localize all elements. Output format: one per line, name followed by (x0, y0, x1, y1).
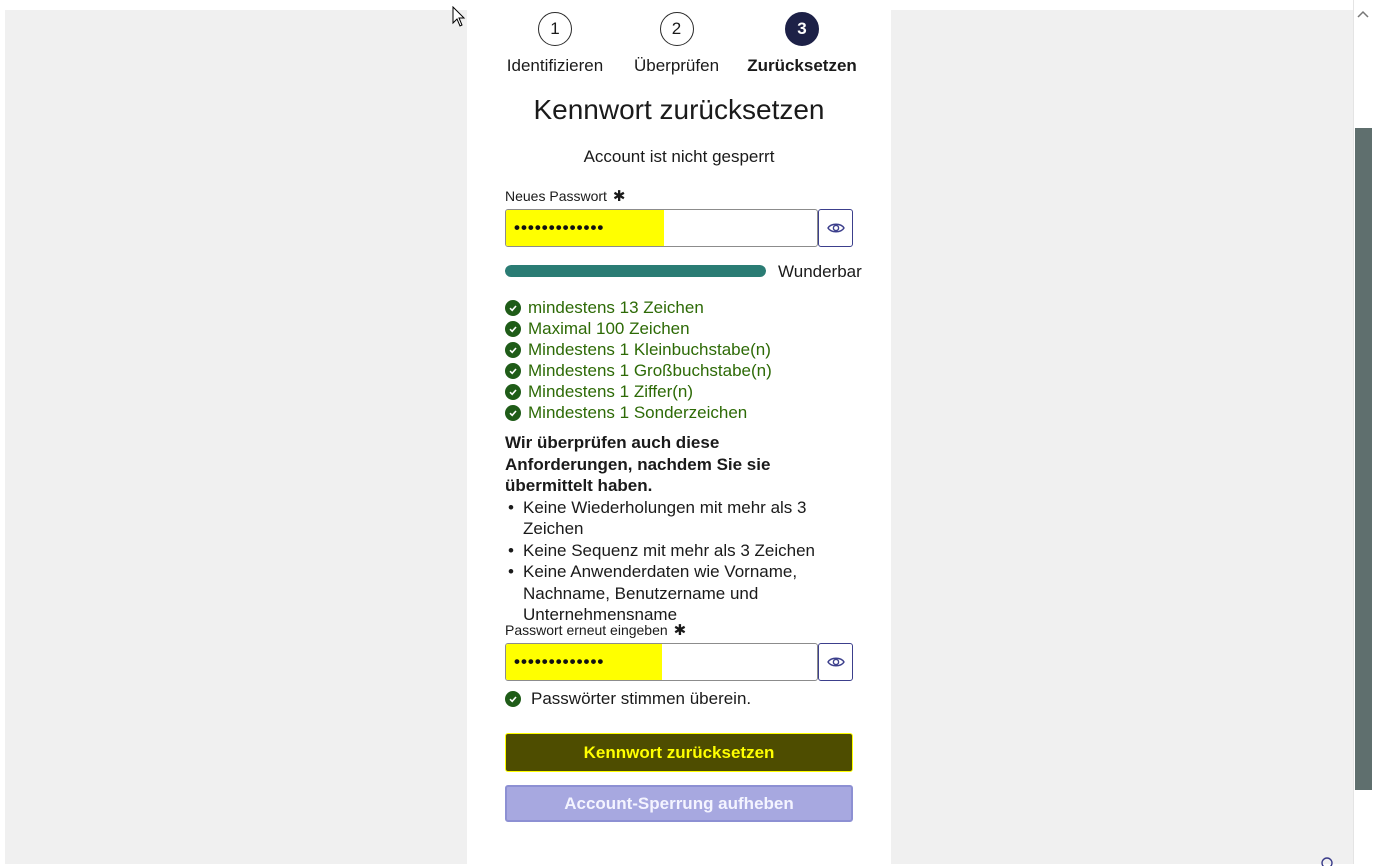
new-password-value: ••••••••••••• (514, 218, 605, 237)
requirement-text: Mindestens 1 Großbuchstabe(n) (528, 360, 772, 380)
right-background (891, 10, 1353, 864)
confirm-password-label (505, 621, 686, 639)
account-status: Account ist nicht gesperrt (583, 147, 775, 166)
mouse-cursor-icon (452, 6, 466, 33)
confirm-password-value: ••••••••••••• (514, 652, 605, 671)
reset-password-button[interactable]: Kennwort zurücksetzen (505, 733, 853, 772)
eye-icon (827, 656, 845, 668)
list-item (505, 360, 865, 381)
requirement-text: Maximal 100 Zeichen (528, 318, 690, 338)
scrollbar-thumb[interactable] (1355, 128, 1372, 790)
list-item (505, 381, 865, 402)
left-background (5, 10, 467, 864)
strength-label: Wunderbar (778, 262, 862, 281)
step-number: 3 (785, 12, 819, 46)
required-asterisk-icon: ✱ (612, 188, 626, 205)
check-circle-icon (505, 300, 521, 316)
requirement-text: Mindestens 1 Kleinbuchstabe(n) (528, 339, 771, 359)
step-label: Überprüfen (633, 56, 720, 75)
check-circle-icon (505, 342, 521, 358)
check-circle-icon (505, 691, 521, 707)
strength-fill (505, 265, 766, 277)
check-circle-icon (505, 384, 521, 400)
list-item: • Keine Anwenderdaten wie Vorname, Nachname, Benutzername und Unternehmensname (505, 561, 850, 626)
required-asterisk-icon: ✱ (673, 622, 687, 639)
list-item (505, 339, 865, 360)
match-text: Passwörter stimmen überein. (531, 689, 752, 708)
step-identify (500, 12, 610, 76)
requirement-text: Mindestens 1 Sonderzeichen (528, 402, 748, 422)
step-number: 2 (660, 12, 694, 46)
step-verify (625, 12, 728, 76)
check-circle-icon (505, 321, 521, 337)
show-new-password-button[interactable] (818, 209, 853, 247)
confirm-password-input[interactable] (505, 643, 818, 681)
accessibility-icon[interactable] (1320, 854, 1334, 868)
requirements-list (505, 297, 865, 423)
list-item (505, 297, 865, 318)
check-circle-icon (505, 405, 521, 421)
new-password-label-text: Neues Passwort (505, 188, 607, 204)
confirm-password-label-text: Passwort erneut eingeben (505, 622, 668, 638)
new-password-input[interactable] (505, 209, 818, 247)
step-label: Zurücksetzen (747, 56, 857, 75)
requirement-text: Mindestens 1 Ziffer(n) (528, 381, 694, 401)
page-title: Kennwort zurücksetzen (533, 94, 825, 125)
password-match-message (505, 689, 751, 709)
additional-requirements-title: Wir überprüfen auch diese Anforderungen, nachdem Sie sie übermittelt haben. (505, 433, 771, 495)
step-label: Identifizieren (506, 56, 604, 75)
eye-icon (827, 222, 845, 234)
stepper (500, 12, 860, 82)
list-item: • Keine Sequenz mit mehr als 3 Zeichen (505, 540, 850, 562)
step-number: 1 (538, 12, 572, 46)
check-circle-icon (505, 363, 521, 379)
unlock-account-button[interactable]: Account-Sperrung aufheben (505, 785, 853, 822)
password-strength-meter (505, 265, 766, 277)
step-reset (746, 12, 858, 76)
show-confirm-password-button[interactable] (818, 643, 853, 681)
additional-requirements (505, 432, 850, 626)
additional-requirements-list (505, 497, 850, 626)
list-item: • Keine Wiederholungen mit mehr als 3 Zeichen (505, 497, 850, 540)
new-password-label (505, 187, 625, 205)
scroll-up-icon[interactable] (1357, 8, 1369, 20)
list-item (505, 402, 865, 423)
list-item (505, 318, 865, 339)
requirement-text: mindestens 13 Zeichen (528, 297, 704, 317)
